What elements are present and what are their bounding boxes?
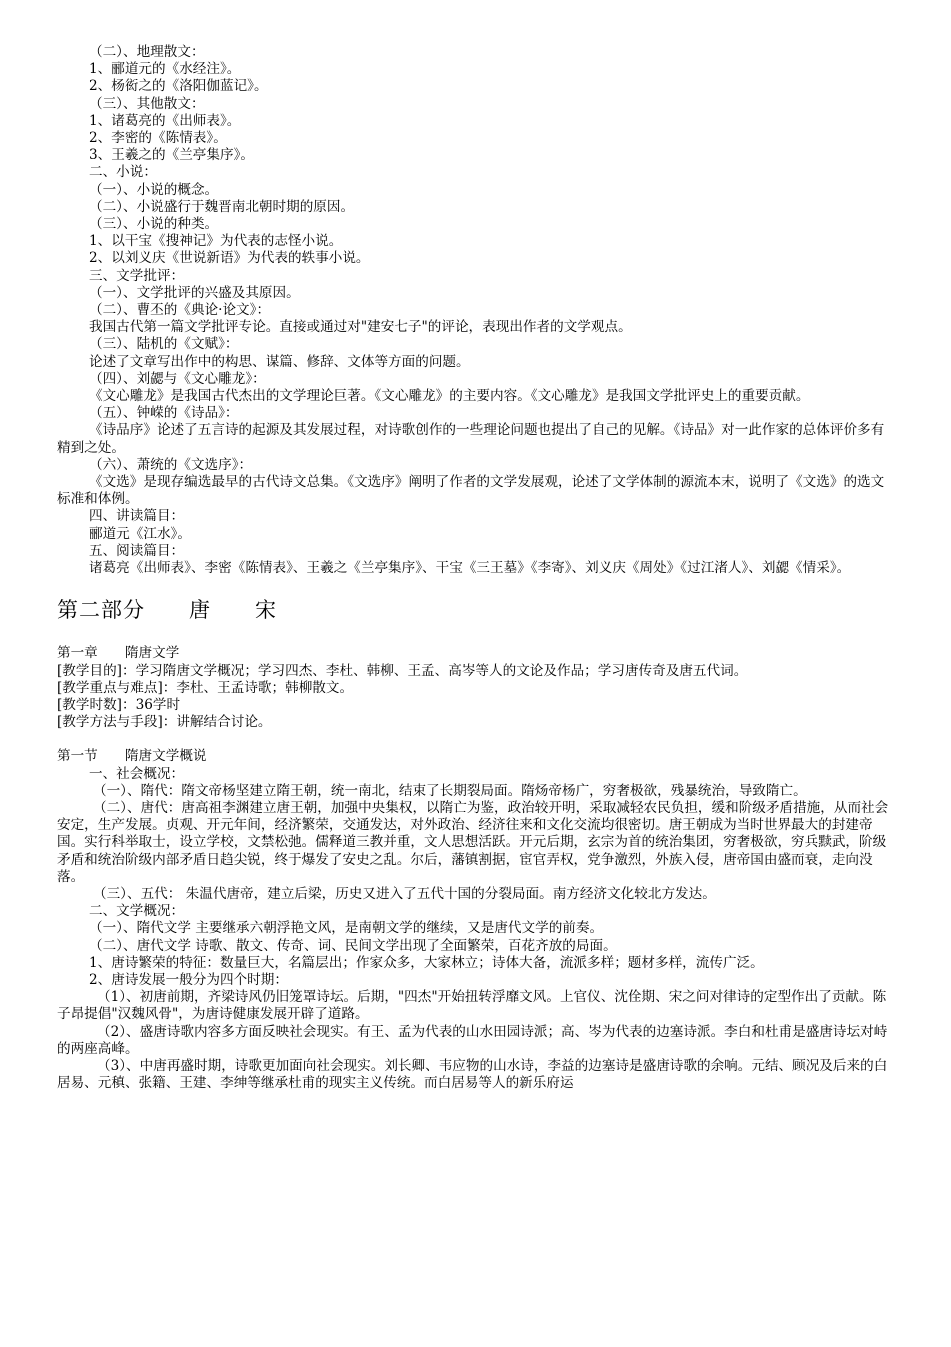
paragraph: （二）、唐代文学 诗歌、散文、传奇、词、民间文学出现了全面繁荣，百花齐放的局面。: [89, 937, 617, 954]
section-heading: 一、社会概况：: [89, 765, 185, 782]
paragraph: （一）、隋代文学 主要继承六朝浮艳文风，是南朝文学的继续，又是唐代文学的前奏。: [89, 920, 604, 937]
section-heading: 五、阅读篇目：: [89, 542, 185, 559]
section-heading: 四、讲读篇目：: [89, 508, 185, 525]
paragraph: 《文心雕龙》是我国古代杰出的文学理论巨著。《文心雕龙》的主要内容。《文心雕龙》是我国文学批评史上的重要贡献。: [89, 388, 810, 405]
section-title: 第一节 隋唐文学概说: [57, 748, 207, 765]
subsection-heading: （四）、刘勰与《文心雕龙》：: [89, 370, 266, 387]
section-heading: 三、文学批评：: [89, 267, 185, 284]
subsection-heading: （二）、地理散文：: [89, 44, 205, 60]
subsection-heading: （六）、萧统的《文选序》：: [89, 456, 253, 473]
chapter-block: [57, 645, 897, 731]
list-item: 3、王羲之的《兰亭集序》。: [89, 147, 254, 164]
list-item: 2、杨衒之的《洛阳伽蓝记》。: [89, 78, 268, 95]
list-item: 2、以刘义庆《世说新语》为代表的轶事小说。: [89, 250, 370, 267]
chapter-title: 第一章 隋唐文学: [57, 645, 180, 662]
paragraph: 1、唐诗繁荣的特征：数量巨大，名篇层出；作家众多，大家林立；诗体大备，流派多样；题材多样，流传广泛。: [89, 954, 764, 971]
subsection-heading: （三）、陆机的《文赋》：: [89, 336, 239, 353]
section-heading: 二、小说：: [89, 164, 157, 181]
list-item: 1、郦道元的《水经注》。: [89, 61, 241, 78]
list-item: 2、李密的《陈情表》。: [89, 130, 227, 147]
part1-block: [57, 0, 897, 577]
teaching-hours: [教学时数]：36学时: [57, 696, 181, 713]
section-block: [57, 748, 897, 1092]
teaching-focus: [教学重点与难点]：李杜、王孟诗歌；韩柳散文。: [57, 679, 354, 696]
document-page: [57, 0, 897, 1092]
subsection-heading: （二）、曹丕的《典论·论文》：: [89, 302, 271, 319]
paragraph: 论述了文章写出作中的构思、谋篇、修辞、文体等方面的问题。: [89, 353, 470, 370]
section-heading: 二、文学概况：: [89, 903, 185, 920]
subsection-heading: （一）、文学批评的兴盛及其原因。: [89, 284, 300, 301]
paragraph: （二）、唐代：唐高祖李渊建立唐王朝，加强中央集权，以隋亡为鉴，政治较开明，采取减轻农民负担，缓和阶级矛盾措施，从而社会安定，生产发展。贞观、开元年间，经济繁荣，交通发达，对外政治、经济往来和文化交流均很密切。唐王朝成为当时世界最大的封建帝国。实行科举取士，设立学校，文禁松弛。儒释道三教并重，文人思想活跃。开元后期，玄宗为首的统治集团，穷奢极欲，穷兵黩武，阶级矛盾和统治阶级内部矛盾日趋尖锐，终于爆发了安史之乱。尔后，藩镇割据，宦官弄权，党争激烈，外族入侵，唐帝国由盛而衰，走向没落。: [57, 799, 889, 885]
subsection-heading: （三）、小说的种类。: [89, 216, 219, 233]
teaching-objectives: [教学目的]：学习隋唐文学概况；学习四杰、李杜、韩柳、王孟、高岑等人的文论及作品；学习唐传奇及唐五代词。: [57, 662, 748, 679]
subsection-heading: （一）、小说的概念。: [89, 181, 219, 198]
paragraph: 我国古代第一篇文学批评专论。直接或通过对"建安七子"的评论，表现出作者的文学观点。: [89, 319, 632, 336]
paragraph: 《文选》是现存编选最早的古代诗文总集。《文选序》阐明了作者的文学发展观，论述了文学体制的源流本末，说明了《文选》的选文标准和体例。: [57, 474, 885, 508]
list-item: 1、以干宝《搜神记》为代表的志怪小说。: [89, 233, 343, 250]
paragraph: 《诗品序》论述了五言诗的起源及其发展过程，对诗歌创作的一些理论问题也提出了自己的见解。《诗品》对一此作家的总体评价多有精到之处。: [57, 422, 885, 456]
paragraph: 诸葛亮《出师表》、李密《陈情表》、王羲之《兰亭集序》、干宝《三王墓》《李寄》、刘义庆《周处》《过江渚人》、刘勰《情采》。: [89, 560, 851, 577]
paragraph: （一）、隋代：隋文帝杨坚建立隋王朝，统一南北，结束了长期裂局面。隋炀帝杨广，穷奢极欲，残暴统治，导致隋亡。: [93, 782, 807, 799]
subsection-heading: （三）、其他散文：: [89, 95, 205, 112]
paragraph: （1）、初唐前期，齐梁诗风仍旧笼罩诗坛。后期，"四杰"开始扭转浮靡文风。上官仪、沈佺期、宋之问对律诗的定型作出了贡献。陈子昂提倡"汉魏风骨"，为唐诗健康发展开辟了道路。: [57, 989, 887, 1023]
teaching-methods: [教学方法与手段]：讲解结合讨论。: [57, 714, 272, 731]
part-heading: 第二部分 唐 宋: [57, 598, 277, 623]
subsection-heading: （二）、小说盛行于魏晋南北朝时期的原因。: [89, 198, 355, 215]
paragraph: 2、唐诗发展一般分为四个时期：: [89, 971, 288, 988]
paragraph: （三）、五代： 朱温代唐帝，建立后梁，历史又进入了五代十国的分裂局面。南方经济文化较北方发达。: [93, 885, 716, 902]
subsection-heading: （五）、钟嵘的《诗品》：: [89, 405, 239, 422]
paragraph: （3）、中唐再盛时期，诗歌更加面向社会现实。刘长卿、韦应物的山水诗，李益的边塞诗是盛唐诗歌的余响。元结、顾况及后来的白居易、元稹、张籍、王建、李绅等继承杜甫的现实主义传统。而白居易等人的新乐府运: [57, 1057, 888, 1092]
list-item: 1、诸葛亮的《出师表》。: [89, 112, 241, 129]
paragraph: （2）、盛唐诗歌内容多方面反映社会现实。有王、孟为代表的山水田园诗派；高、岑为代表的边塞诗派。李白和杜甫是盛唐诗坛对峙的两座高峰。: [57, 1023, 888, 1057]
paragraph: 郦道元《江水》。: [89, 525, 191, 542]
